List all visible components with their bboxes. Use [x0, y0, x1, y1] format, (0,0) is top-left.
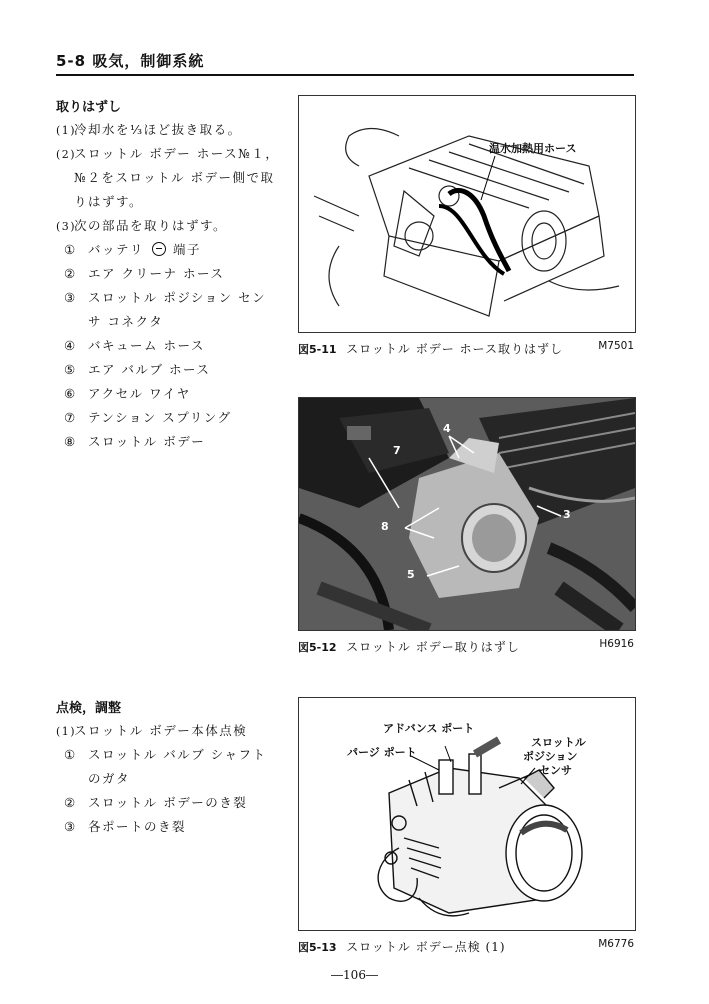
removal-item-5: ⑤ エア バルブ ホース — [64, 362, 211, 377]
callout-3: 3 — [563, 508, 571, 521]
page-number: ―106― — [331, 968, 378, 982]
removal-item-8: ⑧ スロットル ボデー — [64, 434, 206, 449]
inspection-item-1-cont: のガタ — [88, 771, 131, 786]
callout-8: 8 — [381, 520, 389, 533]
figure-5-13-caption: 図5-13 スロットル ボデー点検 (1) M6776 — [298, 938, 634, 954]
inspection-item-1: ① スロットル バルブ シャフト — [64, 747, 267, 762]
removal-item-4: ④ バキューム ホース — [64, 338, 205, 353]
page-header — [56, 50, 633, 72]
tps-label-line-2: ポジション — [523, 750, 578, 763]
removal-step-3: (3)次の部品を取りはずす。 — [56, 218, 228, 233]
engine-hose-illustration — [299, 96, 635, 332]
engine-photo-illustration — [299, 398, 635, 630]
tps-label-line-3: センサ — [539, 764, 572, 777]
minus-terminal-icon — [152, 242, 166, 256]
removal-step-2: (2)スロットル ボデー ホース№１， — [56, 146, 280, 161]
callout-7: 7 — [393, 444, 401, 457]
callout-4: 4 — [443, 422, 451, 435]
removal-item-3: ③ スロットル ポジション セン — [64, 290, 267, 305]
section-title: 5-8 吸気，制御系統 — [56, 52, 205, 70]
removal-item-6: ⑥ アクセル ワイヤ — [64, 386, 191, 401]
removal-heading: 取りはずし — [56, 100, 122, 115]
purge-port-label: パージ ポート — [347, 746, 417, 759]
removal-item-7: ⑦ テンション スプリング — [64, 410, 232, 425]
hot-water-hose-label: 温水加熱用ホース — [489, 142, 577, 155]
removal-item-2: ② エア クリーナ ホース — [64, 266, 225, 281]
figure-5-12-caption: 図5-12 スロットル ボデー取りはずし H6916 — [298, 638, 634, 654]
removal-step-2-line-3: りはずす。 — [74, 194, 144, 209]
tps-label-line-1: スロットル — [531, 736, 586, 749]
removal-step-2-line-2: №２をスロットル ボデー側で取 — [74, 170, 275, 185]
figure-5-11-image — [298, 95, 636, 333]
removal-item-1: ① バッテリ 端子 — [64, 242, 201, 257]
inspection-step-1: (1)スロットル ボデー本体点検 — [56, 723, 248, 738]
advance-port-label: アドバンス ポート — [383, 722, 475, 735]
inspection-item-3: ③ 各ポートのき裂 — [64, 819, 187, 834]
removal-step-1: (1)冷却水を⅓ほど抜き取る。 — [56, 122, 242, 137]
figure-5-11-caption: 図5-11 スロットル ボデー ホース取りはずし M7501 — [298, 340, 634, 356]
figure-5-12-photo — [298, 397, 636, 631]
header-rule — [56, 74, 634, 76]
removal-item-3-cont: サ コネクタ — [88, 314, 164, 329]
inspection-heading: 点検，調整 — [56, 701, 122, 716]
inspection-item-2: ② スロットル ボデーのき裂 — [64, 795, 248, 810]
callout-5: 5 — [407, 568, 415, 581]
figure-5-13-image — [298, 697, 636, 931]
